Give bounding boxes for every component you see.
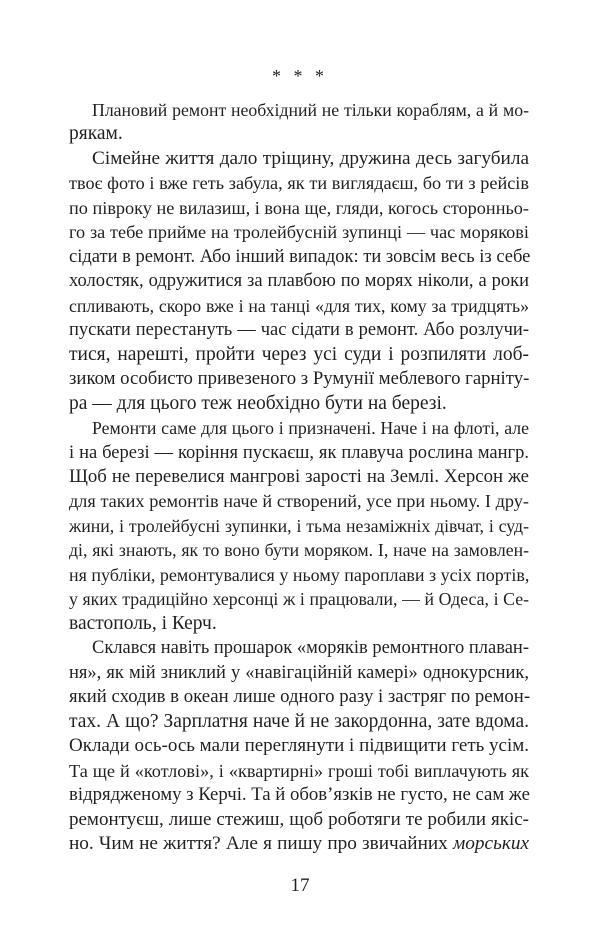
text-line: тися, нарешті, пройти через усі суди і розпиляти лоб- bbox=[69, 344, 529, 365]
text-line: ремонтуєш, лише стежиш, щоб роботяги те робили якіс- bbox=[69, 809, 529, 830]
text-line: Оклади ось-ось мали переглянути і підвищити геть усім. bbox=[69, 735, 530, 756]
text-line: для таких ремонтів наче й створений, усе при ньому. І дру- bbox=[69, 491, 529, 511]
text-line: який сходив в океан лише одного разу і застряг по ремон- bbox=[69, 686, 531, 707]
text-line: жини, і тролейбусні зупинки, і тьма незаміжніх дівчат, і суд- bbox=[69, 516, 529, 536]
section-separator: * * * bbox=[272, 66, 328, 86]
text-line: ра — для цього теж необхідно бути на березі. bbox=[69, 393, 447, 414]
text-line: Сімейне життя дало тріщину, дружина десь загубила bbox=[92, 148, 529, 169]
text-line bbox=[69, 830, 529, 858]
text-line: у яких традиційно херсонці ж і працювали, — й Одеса, і Се- bbox=[69, 589, 529, 609]
text-line: зиком особисто привезеного з Румунії меблевого гарніту- bbox=[69, 368, 530, 389]
text-line: Та ще й «котлові», і «квартирні» гроші тобі виплачують як bbox=[69, 761, 529, 781]
text-line: Плановий ремонт необхідний не тільки кораблям, а й мо- bbox=[92, 100, 529, 120]
text-line: і на березі — коріння пускаєш, як плавуча рослина мангр. bbox=[69, 443, 529, 463]
text-line: вастополь, і Керч. bbox=[69, 613, 217, 634]
text-line: Ремонти саме для цього і призначені. Наче і на флоті, але bbox=[92, 418, 529, 438]
text-line: спливають, скоро вже і на танці «для тих, кому за тридцять» bbox=[69, 296, 529, 316]
text-line: ня публіки, ремонтувалися у ньому пароплави з усіх портів, bbox=[69, 565, 530, 585]
text-line: рякам. bbox=[69, 123, 123, 144]
text-line: твоє фото і вже геть забула, як ти виглядаєш, бо ти з рейсів bbox=[69, 173, 529, 193]
text-line: холостяк, одружитися за плавбою по морях ніколи, а роки bbox=[69, 271, 529, 291]
text-line: го за тебе прийме на тролейбусній зупинці — час морякові bbox=[69, 222, 529, 242]
text-line: сідати в ремонт. Або інший випадок: ти зовсім весь із себе bbox=[69, 247, 531, 267]
text-line: пускати перестануть — час сідати в ремонт. Або розлучи- bbox=[69, 320, 529, 340]
text-line: по півроку не вилазиш, і вона ще, гляди, когось сторонньо- bbox=[69, 198, 529, 218]
text-line-main: но. Чим не життя? Але я пишу про звичайних bbox=[69, 833, 448, 854]
text-line: відрядженому з Керчі. Та й обов’язків не густо, не сам же bbox=[69, 784, 530, 805]
text-line: Щоб не перевелися мангрові зарості на Землі. Херсон же bbox=[69, 466, 529, 487]
text-line: тах. А що? Зарплатня наче й не закордонна, зате вдома. bbox=[69, 711, 529, 732]
text-line: ня», як мій зниклий у «навігаційній камері» однокурсник, bbox=[69, 663, 529, 683]
text-line: ді, які знають, як то воно бути моряком. І, наче на замовлен- bbox=[69, 540, 529, 560]
italic-word: морських bbox=[453, 833, 530, 854]
page-number: 17 bbox=[290, 875, 310, 896]
text-line: Склався навіть прошарок «моряків ремонтного плаван- bbox=[92, 638, 529, 658]
